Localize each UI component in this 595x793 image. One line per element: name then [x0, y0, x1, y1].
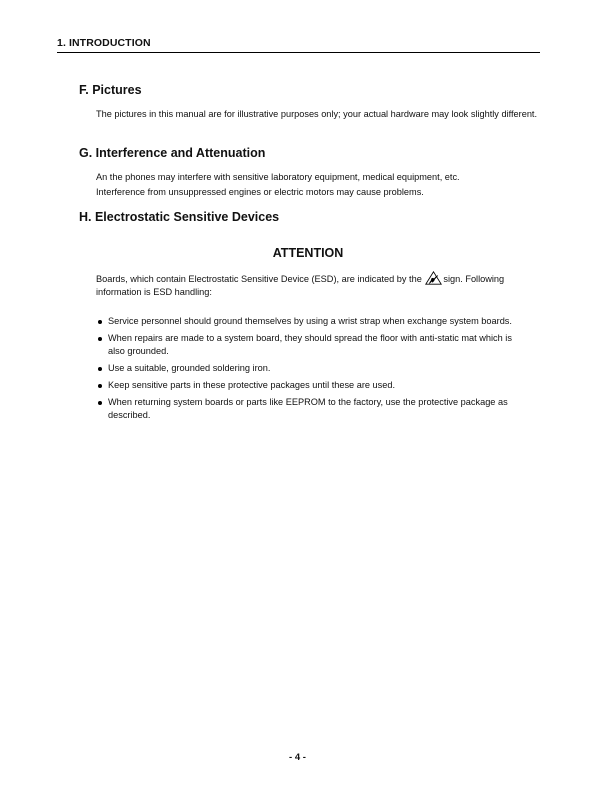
section-heading-interference: G. Interference and Attenuation	[79, 146, 266, 160]
list-item	[97, 362, 527, 374]
esd-handling-list	[97, 315, 527, 426]
attention-heading: ATTENTION	[272, 246, 344, 260]
bullet-icon	[98, 320, 102, 324]
running-header: 1. INTRODUCTION	[57, 37, 151, 49]
list-item	[97, 315, 527, 327]
esd-intro-text-after: sign. Following information is ESD handling:	[96, 274, 505, 297]
esd-intro-text-before: Boards, which contain Electrostatic Sensitive Device (ESD), are indicated by the	[96, 274, 422, 284]
section-heading-pictures: F. Pictures	[79, 83, 142, 97]
pictures-paragraph: The pictures in this manual are for illustrative purposes only; your actual hardware may look slightly different.	[96, 109, 538, 119]
bullet-icon	[98, 384, 102, 388]
list-item-text: Keep sensitive parts in these protective packages until these are used.	[108, 380, 396, 391]
bullet-icon	[98, 337, 102, 341]
page-number: - 4 -	[289, 752, 306, 763]
esd-warning-icon	[425, 271, 442, 285]
interference-paragraph-line-1: An the phones may interfere with sensitive laboratory equipment, medical equipment, etc.	[96, 172, 460, 182]
bullet-icon	[98, 367, 102, 371]
esd-intro-paragraph	[96, 271, 542, 298]
list-item-text: When repairs are made to a system board, they should spread the floor with anti-static mat which is also grounded.	[108, 333, 512, 356]
list-item	[97, 332, 527, 357]
list-item-text: Service personnel should ground themselves by using a wrist strap when exchange system boards.	[108, 316, 512, 326]
bullet-icon	[98, 401, 102, 405]
list-item-text: When returning system boards or parts like EEPROM to the factory, use the protective package as described.	[108, 397, 508, 420]
list-item	[97, 379, 527, 391]
section-heading-esd: H. Electrostatic Sensitive Devices	[79, 210, 280, 224]
list-item-text: Use a suitable, grounded soldering iron.	[108, 362, 271, 373]
interference-paragraph-line-2: Interference from unsuppressed engines or electric motors may cause problems.	[96, 187, 424, 197]
header-rule	[57, 52, 540, 53]
list-item	[97, 396, 527, 421]
